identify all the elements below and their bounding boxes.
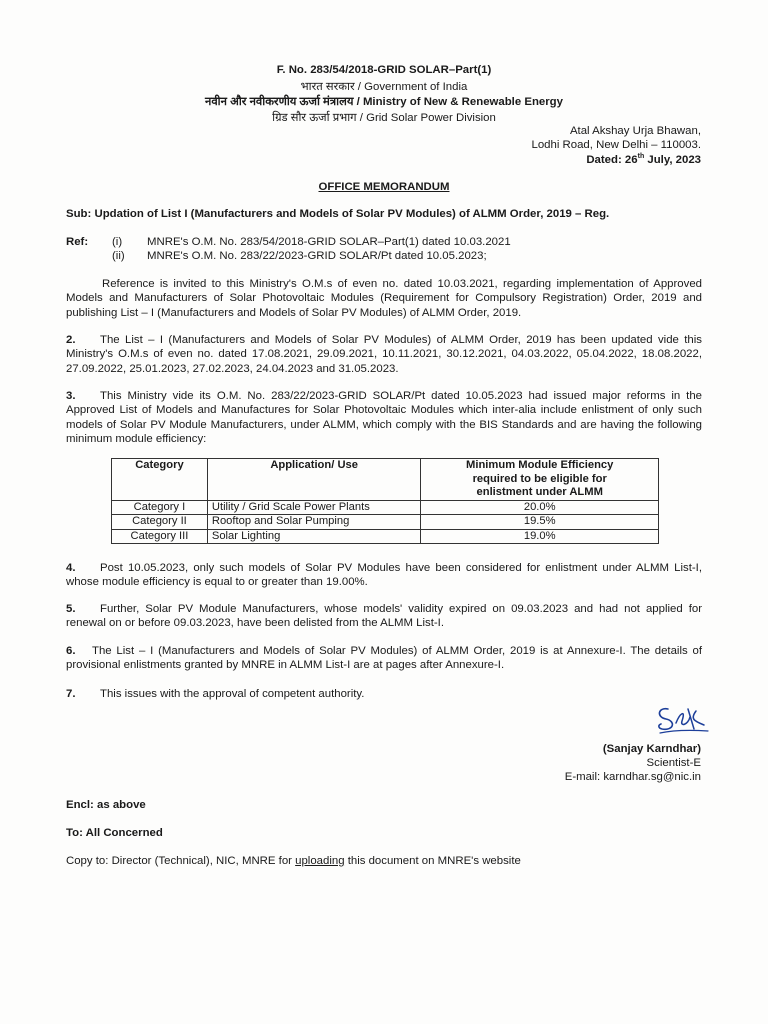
file-number: F. No. 283/54/2018-GRID SOLAR–Part(1) <box>276 64 492 76</box>
copy-to-suffix: this document on MNRE's website <box>344 855 521 867</box>
ref-label: Ref: <box>66 236 89 248</box>
paragraph-2-number: 2. <box>66 334 76 346</box>
dated-suffix: July, 2023 <box>644 153 701 166</box>
paragraph-2-text: The List – I (Manufacturers and Models of Solar PV Modules) of ALMM Order, 2019 has been updated vide this Ministry's O.M.s of even no. dated 17.08.2021, 29.09.2021, 10.11.2021, 30.12.2021, 04.03.2022, 05.04.2022, 18.08.2022, 27.09.2022, 25.01.2023, 27.02.2023, 24.04.2023 and 31.05.2023. <box>66 334 702 375</box>
paragraph-3-text: This Ministry vide its O.M. No. 283/22/2023-GRID SOLAR/Pt dated 10.05.2023 had issued major reforms in the Approved List of Models and Manufactures for Solar Photovoltaic Modules which inter-alia include enlistment of only such models of Solar PV Module Manufacturers, under ALMM, which comply with the BIS Standards and are having the following minimum module efficiency: <box>66 390 702 446</box>
signatory-name: (Sanjay Karndhar) <box>602 743 701 755</box>
paragraph-7 <box>66 687 702 701</box>
copy-to-prefix: Copy to: Director (Technical), NIC, MNRE for <box>66 855 296 867</box>
header-application: Application/ Use <box>207 459 421 501</box>
signatory-designation: Scientist-E <box>646 757 701 769</box>
subject-line: Sub: Updation of List I (Manufacturers and Models of Solar PV Modules) of ALMM Order, 2019 – Reg. <box>66 208 610 220</box>
ref-text-1: MNRE's O.M. No. 283/54/2018-GRID SOLAR–Part(1) dated 10.03.2021 <box>147 236 511 248</box>
ref-text-2: MNRE's O.M. No. 283/22/2023-GRID SOLAR/Pt dated 10.05.2023; <box>147 250 487 262</box>
ministry-line <box>0 94 768 109</box>
table-row <box>112 515 659 530</box>
ministry-english: / Ministry of New & Renewable Energy <box>353 96 563 108</box>
paragraph-3 <box>66 389 702 447</box>
dated-sup: th <box>637 153 645 160</box>
paragraph-6-number: 6. <box>66 645 76 657</box>
copy-to-line <box>66 855 521 867</box>
copy-to-underlined: uploading <box>295 855 345 867</box>
paragraph-5-text: Further, Solar PV Module Manufacturers, whose models' validity expired on 09.03.2023 and had not applied for renewal on or before 09.03.2023, have been delisted from the ALMM List-I. <box>66 603 702 630</box>
cell-efficiency: 19.5% <box>421 515 659 530</box>
paragraph-3-number: 3. <box>66 390 76 402</box>
enclosure-line: Encl: as above <box>66 799 146 811</box>
paragraph-7-number: 7. <box>66 688 76 700</box>
header-category: Category <box>112 459 208 501</box>
paragraph-5 <box>66 602 702 631</box>
cell-category: Category II <box>112 515 208 530</box>
ref-num-2: (ii) <box>112 250 125 262</box>
paragraph-2 <box>66 333 702 376</box>
table-row <box>112 500 659 515</box>
ministry-hindi: नवीन और नवीकरणीय ऊर्जा मंत्रालय <box>205 96 354 108</box>
dated-prefix: Dated: 26 <box>586 153 638 166</box>
header-efficiency: Minimum Module Efficiency required to be eligible for enlistment under ALMM <box>421 459 659 501</box>
address-line-1: Atal Akshay Urja Bhawan, <box>569 125 701 137</box>
government-line: भारत सरकार / Government of India <box>300 81 468 93</box>
cell-efficiency: 19.0% <box>421 529 659 544</box>
table-row <box>112 529 659 544</box>
cell-efficiency: 20.0% <box>421 500 659 515</box>
cell-application: Rooftop and Solar Pumping <box>207 515 421 530</box>
division-line: ग्रिड सौर ऊर्जा प्रभाग / Grid Solar Power Division <box>272 112 496 124</box>
efficiency-table <box>111 458 659 544</box>
cell-application: Utility / Grid Scale Power Plants <box>207 500 421 515</box>
paragraph-1: Reference is invited to this Ministry's O.M.s of even no. dated 10.03.2021, regarding implementation of Approved Models and Manufacturers of Solar Photovoltaic Modules (Requirement for Compulsory Registration) Order, 2019 and publishing List – I (Manufacturers and Models of Solar PV Modules) of ALMM Order, 2019. <box>66 278 702 319</box>
paragraph-6 <box>66 644 702 673</box>
cell-category: Category III <box>112 529 208 544</box>
dated-line <box>586 153 701 166</box>
paragraph-7-text: This issues with the approval of competent authority. <box>100 688 365 700</box>
ref-num-1: (i) <box>112 236 123 248</box>
memo-title: OFFICE MEMORANDUM <box>318 181 450 193</box>
paragraph-6-text: The List – I (Manufacturers and Models of Solar PV Modules) of ALMM Order, 2019 is at Annexure-I. The details of provisional enlistments granted by MNRE in ALMM List-I are at pages after Annexure-I. <box>66 645 702 672</box>
signature-image <box>652 703 712 737</box>
cell-category: Category I <box>112 500 208 515</box>
table-header-row <box>112 459 659 501</box>
paragraph-4 <box>66 561 702 590</box>
paragraph-4-text: Post 10.05.2023, only such models of Solar PV Modules have been considered for enlistment under ALMM List-I, whose module efficiency is equal to or greater than 19.00%. <box>66 562 702 589</box>
cell-application: Solar Lighting <box>207 529 421 544</box>
to-line: To: All Concerned <box>66 827 163 839</box>
paragraph-4-number: 4. <box>66 562 76 574</box>
address-line-2: Lodhi Road, New Delhi – 110003. <box>531 139 701 151</box>
paragraph-5-number: 5. <box>66 603 76 615</box>
signatory-email: E-mail: karndhar.sg@nic.in <box>564 771 701 783</box>
